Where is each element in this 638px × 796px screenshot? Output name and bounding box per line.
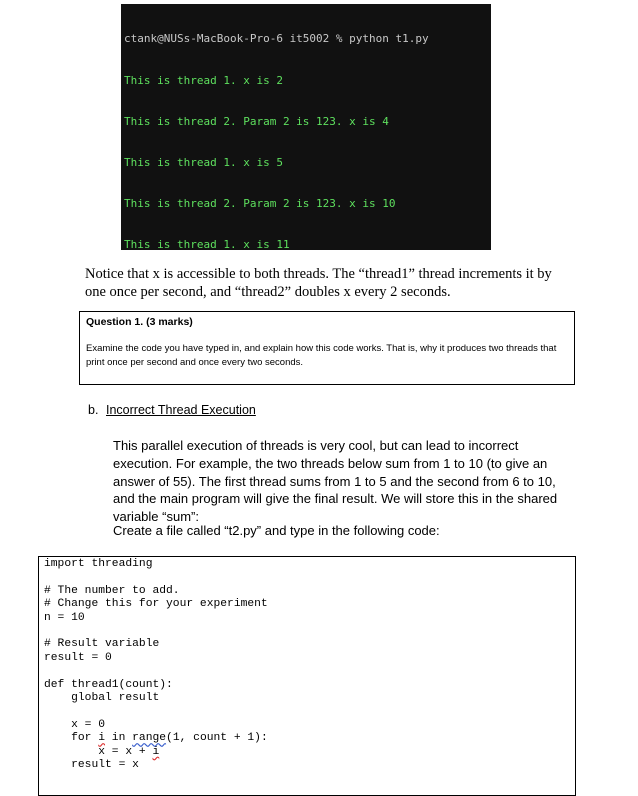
section-heading (88, 403, 256, 417)
terminal-line: This is thread 1. x is 5 (124, 155, 283, 169)
code-line (44, 746, 570, 759)
terminal-screenshot (121, 4, 491, 250)
code-blank-line (44, 665, 570, 678)
terminal-line: This is thread 1. x is 2 (124, 73, 283, 87)
code-token: (1, count + 1): (166, 732, 268, 745)
code-blank-line (44, 571, 570, 584)
code-blank-line (44, 705, 570, 718)
code-line: def thread1(count): (44, 678, 173, 691)
notice-paragraph: Notice that x is accessible to both threads. The “thread1” thread increments it by one once per second, and “thread2” doubles x every 2 seconds. (85, 266, 552, 300)
terminal-line: This is thread 1. x is 11 (124, 237, 290, 250)
code-line: import threading (44, 558, 153, 570)
section-title: Incorrect Thread Execution (106, 403, 256, 417)
code-blank-line (44, 625, 570, 638)
code-token-spellcheck: i (152, 745, 160, 758)
code-token: in (105, 732, 133, 745)
code-line: global result (44, 692, 160, 705)
code-token: for (44, 732, 99, 745)
question-text: Examine the code you have typed in, and explain how this code works. That is, why it produces two threads that print once per second and once every two seconds. (86, 343, 557, 368)
section-paragraph: This parallel execution of threads is very cool, but can lead to incorrect execution. For example, the two threads below sum from 1 to 10 (to give an answer of 55). The first thread sums from 1 to 5 and the second from 6 to 10, and the main program will give the final result. We will store this in the shared variable “sum”: (113, 438, 558, 525)
code-token-spellcheck: i (98, 732, 106, 745)
create-file-instruction: Create a file called “t2.py” and type in the following code: (113, 523, 440, 538)
code-line (44, 732, 570, 745)
terminal-line: This is thread 2. Param 2 is 123. x is 4 (124, 114, 389, 128)
question-title: Question 1. (3 marks) (86, 316, 193, 328)
terminal-line: This is thread 2. Param 2 is 123. x is 10 (124, 196, 396, 210)
section-number: b. (88, 403, 99, 417)
code-line: result = x (44, 759, 139, 772)
code-line: x = 0 (44, 718, 106, 731)
code-token-spellcheck: range (132, 732, 167, 745)
code-line: # Result variable (44, 638, 160, 651)
code-token: x = x + (44, 745, 153, 758)
question-box (79, 311, 575, 385)
code-block (38, 556, 576, 796)
code-line: result = 0 (44, 651, 112, 664)
code-line: # The number to add. (44, 584, 180, 597)
code-line: n = 10 (44, 611, 85, 624)
terminal-prompt: ctank@NUSs-MacBook-Pro-6 it5002 % python t1.py (124, 32, 429, 46)
code-line: # Change this for your experiment (44, 598, 268, 611)
